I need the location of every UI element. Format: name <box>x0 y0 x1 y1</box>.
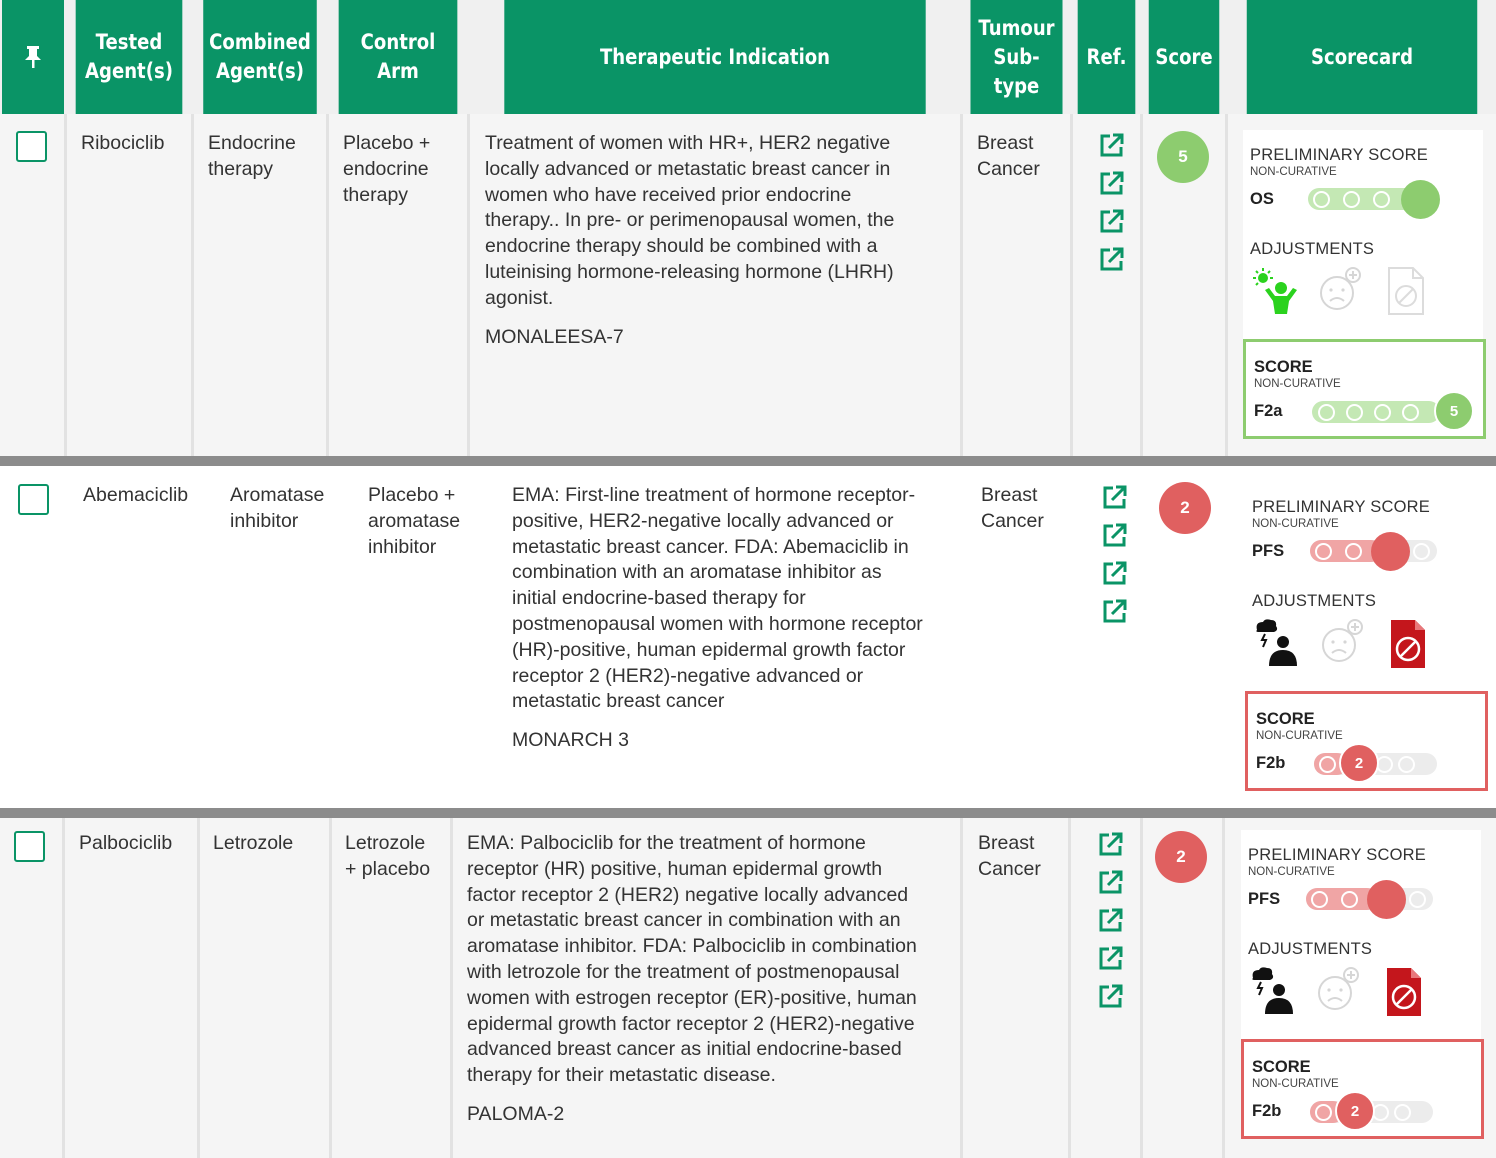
external-link-icon[interactable] <box>1102 522 1128 548</box>
scale-dot <box>1398 756 1415 773</box>
control-arm: Placebo + endocrine therapy <box>343 132 431 206</box>
combined-agent: Endocrine therapy <box>208 132 296 180</box>
external-link-icon[interactable] <box>1098 907 1124 933</box>
score-title: SCORE <box>1256 710 1315 728</box>
preliminary-score-title: PRELIMINARY SCORE <box>1252 498 1430 516</box>
header-control-arm[interactable] <box>339 0 458 114</box>
scale-dot <box>1374 404 1391 421</box>
preliminary-score-subtitle: NON-CURATIVE <box>1250 166 1337 178</box>
external-link-icon[interactable] <box>1098 831 1124 857</box>
grade-label: F2b <box>1252 1102 1282 1120</box>
header-tested-agents[interactable] <box>76 0 183 114</box>
adjustments-title: ADJUSTMENTS <box>1248 940 1373 958</box>
scorecard <box>1241 830 1481 1050</box>
external-link-icon[interactable] <box>1099 246 1125 272</box>
trial-name: MONARCH 3 <box>512 729 630 752</box>
grade-label: F2b <box>1256 754 1286 772</box>
header-therapeutic-indication[interactable] <box>504 0 925 114</box>
final-score-marker: 2 <box>1339 743 1379 783</box>
preliminary-score-subtitle: NON-CURATIVE <box>1248 866 1335 878</box>
toxicity-icon <box>1315 966 1359 1012</box>
external-link-icon[interactable] <box>1099 132 1125 158</box>
scale-dot <box>1319 756 1336 773</box>
header-score[interactable] <box>1149 0 1220 114</box>
header-label: Scorecard <box>1310 44 1413 69</box>
score-subtitle: NON-CURATIVE <box>1254 378 1341 390</box>
final-score-marker: 5 <box>1434 391 1474 431</box>
scale-dot <box>1315 543 1332 560</box>
adjustments-title: ADJUSTMENTS <box>1252 592 1377 610</box>
control-arm: Placebo + aromatase inhibitor <box>368 484 461 558</box>
header-label: Agent(s) <box>216 59 304 83</box>
final-score-box <box>1243 339 1486 439</box>
score-badge: 5 <box>1157 131 1209 183</box>
scale-dot <box>1373 191 1390 208</box>
header-label: Score <box>1155 44 1213 69</box>
endpoint-label: PFS <box>1248 890 1281 908</box>
pin-icon <box>22 45 44 69</box>
scale-dot <box>1402 404 1419 421</box>
pin-column-header[interactable] <box>2 0 64 114</box>
preliminary-score-marker <box>1371 532 1410 571</box>
header-label: Tested <box>95 30 163 54</box>
score-title: SCORE <box>1254 358 1313 376</box>
scorecard <box>1245 482 1485 702</box>
tested-agent: Ribociclib <box>81 132 165 154</box>
score-badge: 2 <box>1159 482 1211 534</box>
header-ref[interactable] <box>1078 0 1136 114</box>
preliminary-score-marker <box>1401 180 1440 219</box>
scale-dot <box>1311 891 1328 908</box>
grade-label: F2a <box>1254 402 1283 420</box>
preliminary-score-title: PRELIMINARY SCORE <box>1250 146 1428 164</box>
control-arm: Letrozole + placebo <box>345 832 431 880</box>
final-score-marker: 2 <box>1335 1091 1375 1131</box>
penalty-document-icon <box>1385 966 1423 1018</box>
header-label: Sub- <box>993 44 1040 69</box>
external-link-icon[interactable] <box>1099 170 1125 196</box>
scale-dot <box>1313 191 1330 208</box>
score-subtitle: NON-CURATIVE <box>1256 730 1343 742</box>
score-badge: 2 <box>1155 831 1207 883</box>
header-combined-agents[interactable] <box>203 0 317 114</box>
scale-dot <box>1343 191 1360 208</box>
table-row <box>0 466 1496 808</box>
adjustments-title: ADJUSTMENTS <box>1250 240 1375 258</box>
qol-worsened-icon <box>1247 966 1297 1018</box>
qol-improved-icon <box>1251 268 1301 320</box>
final-score-box <box>1245 691 1488 791</box>
external-link-icon[interactable] <box>1098 945 1124 971</box>
endpoint-label: OS <box>1250 190 1274 208</box>
preliminary-score-subtitle: NON-CURATIVE <box>1252 518 1339 530</box>
scale-dot <box>1346 404 1363 421</box>
penalty-document-icon <box>1389 618 1427 670</box>
header-label: Tumour <box>978 15 1055 40</box>
external-link-icon[interactable] <box>1098 869 1124 895</box>
scale-dot <box>1394 1104 1411 1121</box>
ref-links <box>1098 831 1124 1021</box>
header-label: Agent(s) <box>85 59 173 83</box>
row-select-checkbox[interactable] <box>16 131 47 162</box>
tumour-subtype: Breast Cancer <box>977 132 1040 180</box>
scale-dot <box>1413 543 1430 560</box>
row-select-checkbox[interactable] <box>18 484 49 515</box>
scale-dot <box>1318 404 1335 421</box>
scale-dot <box>1409 891 1426 908</box>
header-label: Ref. <box>1086 44 1127 69</box>
therapeutic-indication: Treatment of women with HR+, HER2 negative locally advanced or metastatic breast cancer in women who have received prior endocrine therapy.. In pre- or perimenopausal women, the endocrine therapy should be combined with a luteinising hormone-releasing hormone (LHRH) agonist. MONALEESA-7 <box>485 131 945 350</box>
external-link-icon[interactable] <box>1098 983 1124 1009</box>
ref-links <box>1102 484 1128 636</box>
tested-agent: Palbociclib <box>79 832 173 854</box>
external-link-icon[interactable] <box>1102 598 1128 624</box>
therapeutic-indication: EMA: First-line treatment of hormone receptor- positive, HER2-negative locally advanced or metastatic breast cancer. FDA: Abemaciclib in combination with an aromatase inhibitor as initial endocrine-based therapy for postmenopausal women with hormone receptor (HR)-positive, human epidermal growth factor receptor 2 (HER2)-negative advanced or metastatic breast cancer MONARCH 3 <box>512 483 962 754</box>
table-header <box>0 0 1496 114</box>
no-penalty-document-icon <box>1387 266 1425 316</box>
score-title: SCORE <box>1252 1058 1311 1076</box>
therapeutic-indication: EMA: Palbociclib for the treatment of hormone receptor (HR) positive, human epidermal growth factor receptor 2 (HER2) negative locally advanced or metastatic breast cancer in combination with an aromatase inhibitor. FDA: Palbociclib in combination with letrozole for the treatment of postmenopausal women with estrogen receptor (ER)-positive, human epidermal growth factor receptor 2 (HER2)-negative advanced breast cancer as initial endocrine-based therapy for their metastatic disease. PALOMA-2 <box>467 831 957 1128</box>
ref-links <box>1099 132 1125 284</box>
header-scorecard[interactable] <box>1247 0 1477 114</box>
scorecard <box>1243 130 1483 350</box>
scale-dot <box>1341 891 1358 908</box>
toxicity-icon <box>1317 266 1361 312</box>
combined-agent: Letrozole <box>213 832 294 854</box>
tumour-subtype: Breast Cancer <box>981 484 1044 532</box>
header-label: Combined <box>209 30 311 54</box>
tested-agent: Abemaciclib <box>83 484 189 506</box>
endpoint-label: PFS <box>1252 542 1285 560</box>
score-subtitle: NON-CURATIVE <box>1252 1078 1339 1090</box>
table-row <box>0 818 1496 1158</box>
scale-dot <box>1345 543 1362 560</box>
preliminary-score-marker <box>1367 880 1406 919</box>
header-label: Therapeutic Indication <box>599 44 831 69</box>
toxicity-icon <box>1319 618 1363 664</box>
header-tumour-subtype[interactable] <box>970 0 1062 114</box>
final-score-box <box>1241 1039 1484 1139</box>
header-label: type <box>993 73 1040 98</box>
external-link-icon[interactable] <box>1102 560 1128 586</box>
preliminary-score-title: PRELIMINARY SCORE <box>1248 846 1426 864</box>
qol-worsened-icon <box>1251 618 1301 670</box>
scale-dot <box>1315 1104 1332 1121</box>
external-link-icon[interactable] <box>1099 208 1125 234</box>
header-label: Control <box>360 30 436 54</box>
external-link-icon[interactable] <box>1102 484 1128 510</box>
tumour-subtype: Breast Cancer <box>978 832 1041 880</box>
table-row <box>0 114 1496 456</box>
trial-name: MONALEESA-7 <box>485 325 624 348</box>
row-select-checkbox[interactable] <box>14 831 45 862</box>
header-label: Arm <box>377 59 419 83</box>
combined-agent: Aromatase inhibitor <box>230 484 325 532</box>
trial-name: PALOMA-2 <box>467 1102 565 1125</box>
